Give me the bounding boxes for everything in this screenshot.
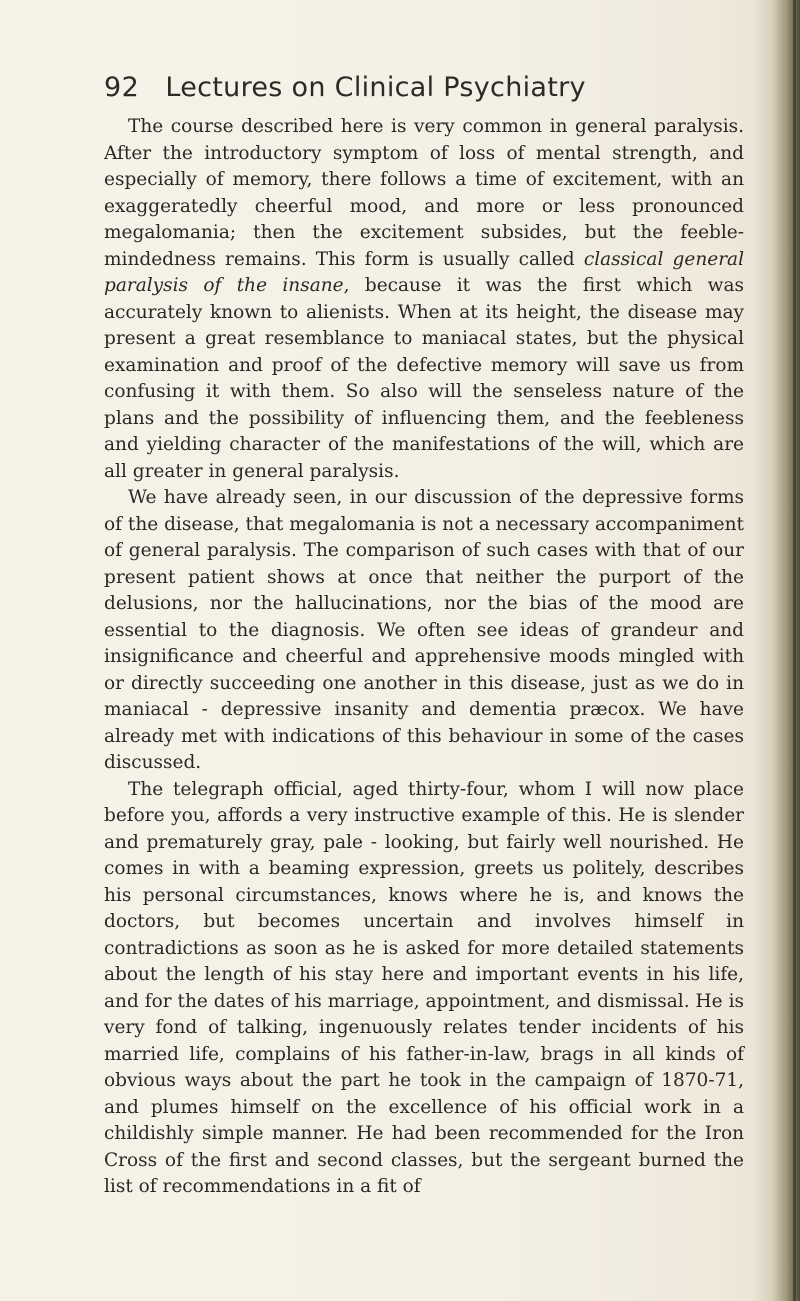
paragraph-1-text-b: , because it was the first which was accurately known to alienists. When at its height, the disease may present a great resemblance to maniacal states, but the physical examination and proof of the defective memory will save us from confusing it with them. So also will the senseless nature of the plans and the possibility of influencing them, and the feebleness and yielding character of the manifestations of the will, which are all greater in general paralysis. bbox=[104, 275, 744, 482]
page-header bbox=[104, 72, 724, 108]
running-title: Lectures on Clinical Psychiatry bbox=[165, 72, 586, 103]
paragraph-3: The telegraph official, aged thirty-four, whom I will now place before you, affords a very instructive example of this. He is slender and prematurely gray, pale - looking, but fairly well nourished. He comes in with a beaming expression, greets us politely, describes his personal circumstances, knows where he is, and knows the doctors, but becomes uncertain and involves himself in contradictions as soon as he is asked for more detailed statements about the length of his stay here and important events in his life, and for the dates of his marriage, appointment, and dismissal. He is very fond of talking, ingenuously relates tender incidents of his married life, complains of his father-in-law, brags in all kinds of obvious ways about the part he took in the campaign of 1870-71, and plumes himself on the excellence of his official work in a childishly simple manner. He had been recommended for the Iron Cross of the first and second classes, but the sergeant burned the list of recommendations in a fit of bbox=[104, 778, 744, 1197]
body-text bbox=[104, 114, 744, 1201]
paragraph-1-text-a: The course described here is very common in general paralysis. After the introductory symptom of loss of mental strength, and especially of memory, there follows a time of excitement, with an exaggeratedly cheerful mood, and more or less pronounced megalomania; then the excitement subsides, but the feeble-mindedness remains. This form is usually called bbox=[104, 116, 744, 270]
page-edge bbox=[754, 0, 800, 1301]
paragraph-1-italic-term: classical general paralysis of the insane bbox=[104, 248, 744, 296]
paragraph-1 bbox=[104, 114, 744, 485]
page-number: 92 bbox=[104, 72, 140, 103]
paragraph-2: We have already seen, in our discussion of the depressive forms of the disease, that megalomania is not a necessary accompaniment of general paralysis. The comparison of such cases with that of our present patient shows at once that neither the purport of the delusions, nor the hallucinations, nor the bias of the mood are essential to the diagnosis. We often see ideas of grandeur and insignificance and cheerful and apprehensive moods mingled with or directly succeeding one another in this disease, just as we do in maniacal - depressive insanity and dementia præcox. We have already met with indications of this behaviour in some of the cases discussed. bbox=[104, 487, 744, 773]
